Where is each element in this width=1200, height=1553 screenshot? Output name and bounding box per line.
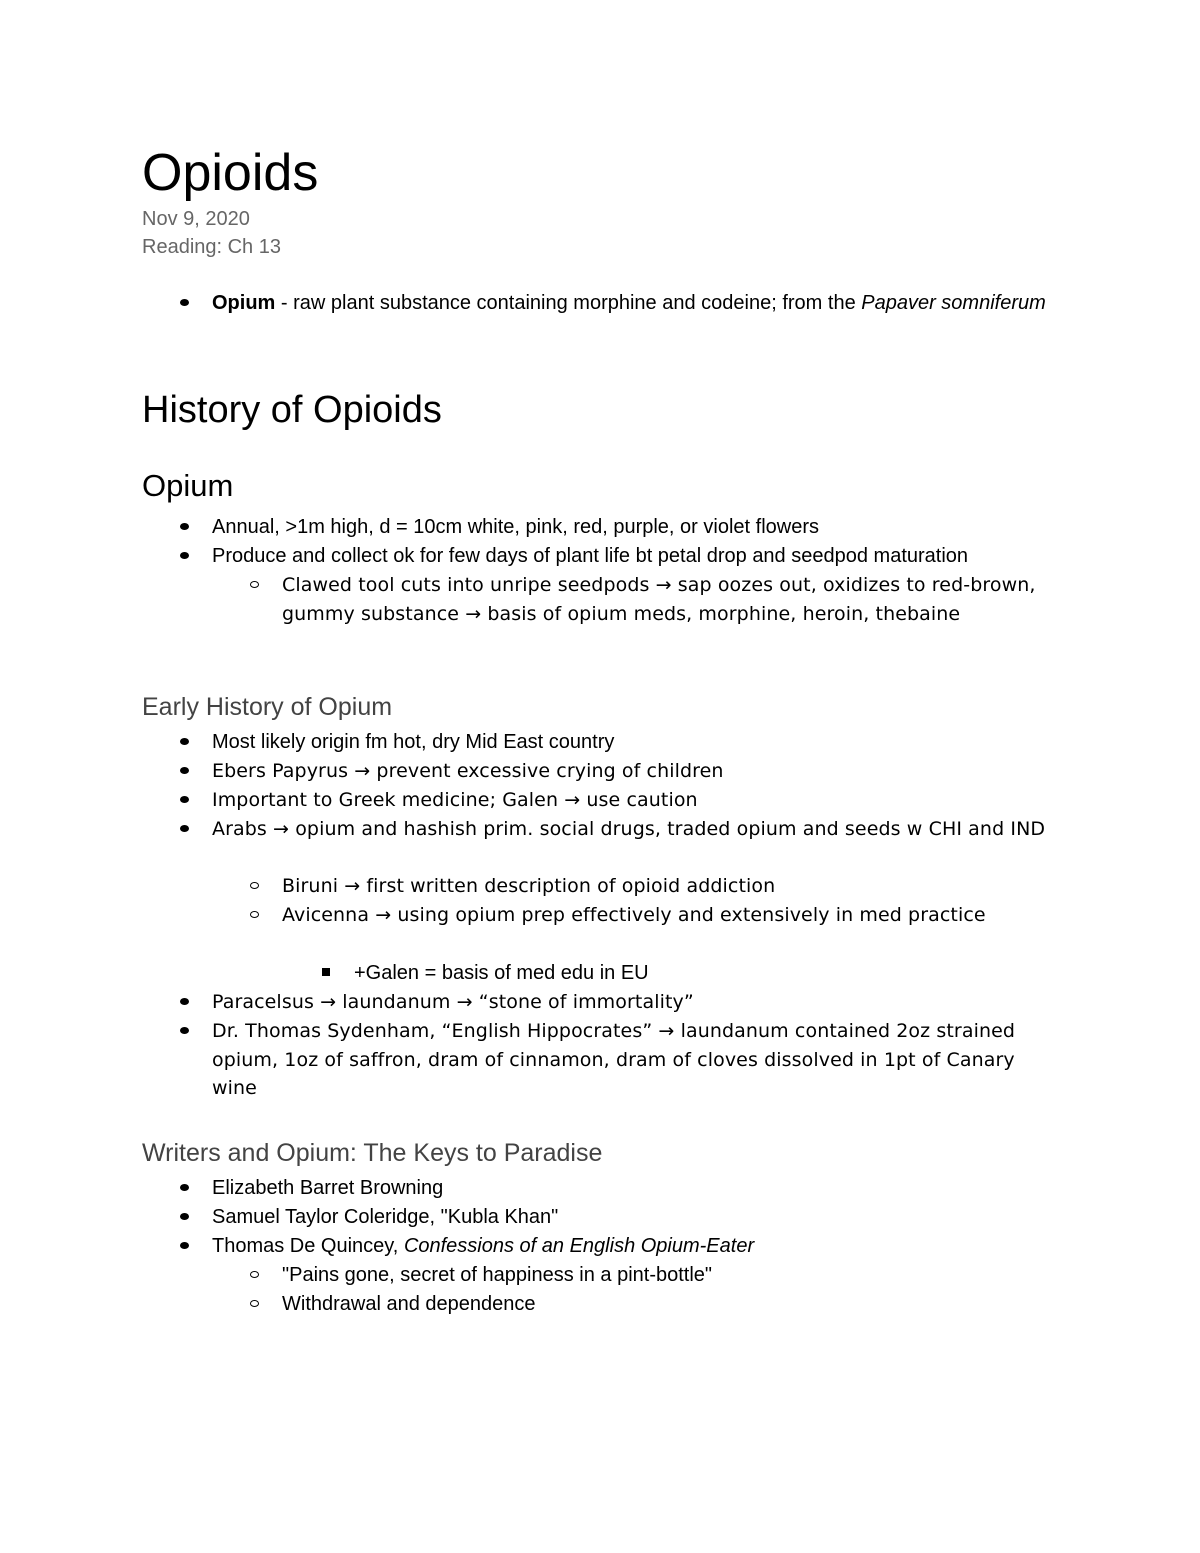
- list-item: [212, 542, 1062, 571]
- reading-line: Reading: Ch 13: [142, 236, 281, 258]
- bullet-icon: [244, 1261, 264, 1290]
- intro-italic: Papaver somniferum: [861, 292, 1046, 314]
- list-item: [212, 1017, 1062, 1103]
- term-opium: Opium: [212, 292, 276, 314]
- list-item: [212, 988, 1062, 1017]
- item-text: Dr. Thomas Sydenham, “English Hippocrates” → laundanum contained 2oz strained opium, 1oz of saffron, dram of cinnamon, dram of cloves dissolved in 1pt of Canary wine: [212, 1020, 1016, 1100]
- item-text: Important to Greek medicine; Galen → use caution: [212, 789, 698, 811]
- bullet-icon: [174, 1017, 194, 1046]
- list-item: [212, 1203, 1062, 1232]
- bullet-icon: [174, 1232, 194, 1261]
- bullet-icon: [244, 1290, 264, 1319]
- list-item: [212, 289, 1062, 318]
- bullet-icon: [174, 1174, 194, 1203]
- item-text: Produce and collect ok for few days of plant life bt petal drop and seedpod maturation: [212, 545, 969, 567]
- item-text: "Pains gone, secret of happiness in a pint-bottle": [282, 1264, 713, 1286]
- item-text: Clawed tool cuts into unripe seedpods → sap oozes out, oxidizes to red-brown, gummy substance → basis of opium meds, morphine, heroin, thebaine: [282, 574, 1036, 625]
- bullet-icon: [174, 815, 194, 844]
- bullet-icon: [174, 728, 194, 757]
- item-text: Withdrawal and dependence: [282, 1293, 536, 1315]
- list-item: [212, 1232, 1062, 1261]
- heading-writers: Writers and Opium: The Keys to Paradise: [142, 1139, 603, 1167]
- item-text: +Galen = basis of med edu in EU: [354, 962, 649, 984]
- bullet-icon: [244, 571, 264, 600]
- page-title: Opioids: [142, 144, 319, 202]
- list-item: [354, 959, 1062, 988]
- bullet-icon: [174, 289, 194, 318]
- bullet-icon: [174, 1203, 194, 1232]
- item-text: Samuel Taylor Coleridge, "Kubla Khan": [212, 1206, 559, 1228]
- bullet-icon: [174, 542, 194, 571]
- list-item: [282, 1261, 1062, 1290]
- heading-early-history: Early History of Opium: [142, 693, 393, 721]
- bullet-icon: [316, 959, 336, 988]
- bullet-icon: [244, 872, 264, 901]
- heading-opium: Opium: [142, 468, 234, 503]
- item-text: Biruni → first written description of opioid addiction: [282, 875, 776, 897]
- list-item: [282, 901, 1062, 930]
- item-italic: Confessions of an English Opium-Eater: [403, 1235, 755, 1257]
- list-item: [212, 757, 1062, 786]
- list-item: [282, 571, 1062, 628]
- list-item: [212, 1174, 1062, 1203]
- item-text: Arabs → opium and hashish prim. social drugs, traded opium and seeds w CHI and IND: [212, 818, 1046, 840]
- heading-history: History of Opioids: [142, 389, 442, 431]
- list-item: [212, 786, 1062, 815]
- bullet-icon: [174, 786, 194, 815]
- item-text: Ebers Papyrus → prevent excessive crying of children: [212, 760, 724, 782]
- item-text: Annual, >1m high, d = 10cm white, pink, red, purple, or violet flowers: [212, 516, 819, 538]
- bullet-icon: [244, 901, 264, 930]
- list-item: [212, 815, 1062, 844]
- list-item: [212, 728, 1062, 757]
- item-text: Elizabeth Barret Browning: [212, 1177, 444, 1199]
- bullet-icon: [174, 757, 194, 786]
- list-item: [282, 872, 1062, 901]
- item-text: Most likely origin fm hot, dry Mid East country: [212, 731, 615, 753]
- intro-text: - raw plant substance containing morphine and codeine; from the: [275, 292, 862, 314]
- bullet-icon: [174, 988, 194, 1017]
- date-line: Nov 9, 2020: [142, 208, 250, 230]
- item-text: Avicenna → using opium prep effectively and extensively in med practice: [282, 904, 986, 926]
- bullet-icon: [174, 513, 194, 542]
- list-item: [212, 513, 1062, 542]
- list-item: [282, 1290, 1062, 1319]
- item-text: Paracelsus → laundanum → “stone of immortality”: [212, 991, 694, 1013]
- item-text: Thomas De Quincey,: [212, 1235, 404, 1257]
